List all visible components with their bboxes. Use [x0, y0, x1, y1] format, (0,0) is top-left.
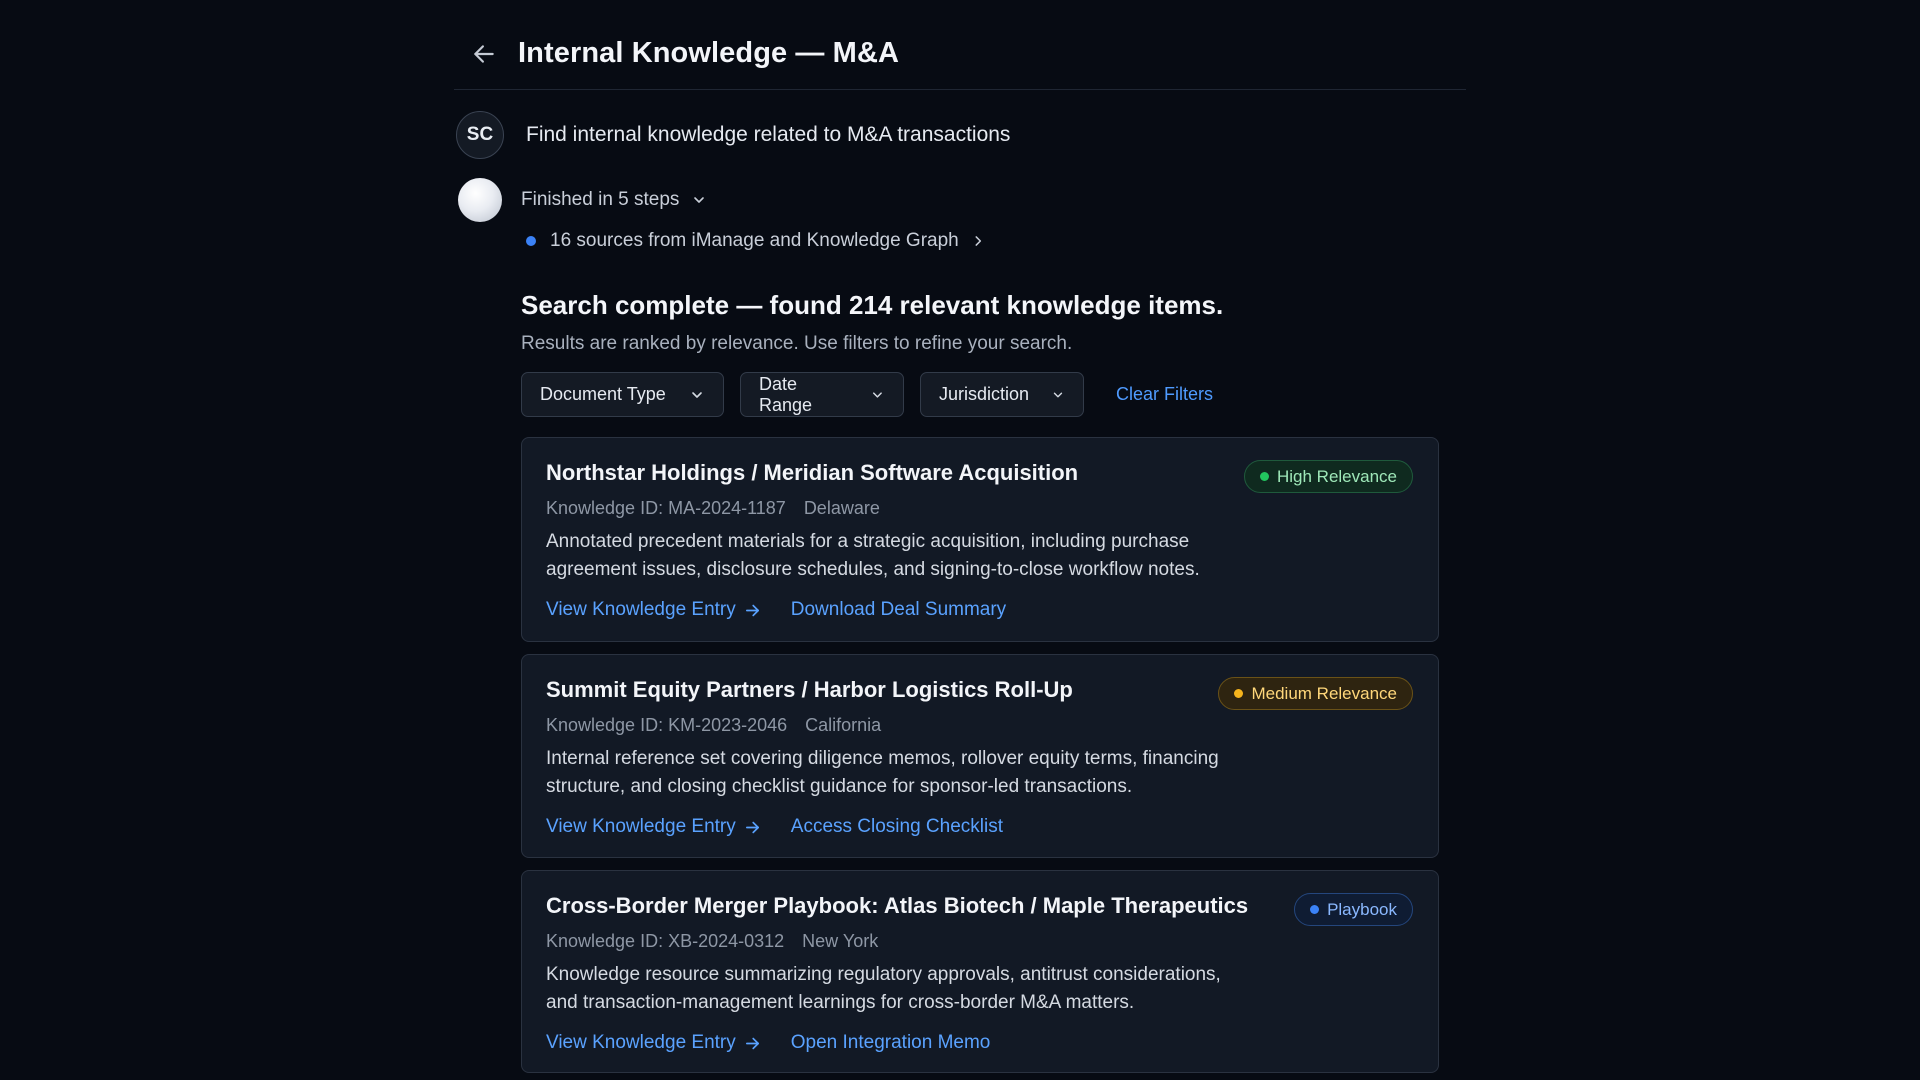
result-meta	[546, 931, 878, 952]
steps-toggle[interactable]	[521, 189, 707, 211]
page-header	[454, 18, 1466, 90]
access-closing-checklist-link[interactable]: Access Closing Checklist	[790, 816, 1004, 837]
chevron-right-icon	[971, 234, 985, 248]
result-actions	[546, 1032, 990, 1054]
chevron-down-icon	[691, 192, 707, 208]
chevron-down-icon	[1051, 387, 1065, 403]
filter-label: Date Range	[759, 373, 813, 415]
back-button[interactable]	[462, 32, 506, 76]
link-label: View Knowledge Entry	[546, 1032, 736, 1053]
result-description: Annotated precedent materials for a strategic acquisition, including purchase agreement issues, disclosure schedules, and signing-to-close workflow notes.	[546, 531, 1200, 580]
chevron-down-icon	[689, 387, 705, 403]
results-heading: Search complete — found 214 relevant knowledge items.	[521, 290, 1224, 320]
arrow-left-icon	[471, 41, 497, 67]
knowledge-id: Knowledge ID: MA-2024-1187	[546, 498, 786, 518]
result-title: Cross-Border Merger Playbook: Atlas Biotech / Maple Therapeutics	[546, 893, 1249, 918]
result-card	[521, 437, 1439, 642]
link-label: View Knowledge Entry	[546, 599, 736, 620]
document-type-filter[interactable]	[521, 372, 724, 417]
sources-label: 16 sources from iManage and Knowledge Graph	[550, 230, 959, 251]
filter-bar	[521, 372, 1213, 417]
assistant-avatar	[458, 178, 502, 222]
result-title: Northstar Holdings / Meridian Software Acquisition	[546, 460, 1079, 485]
badge-label: Medium Relevance	[1251, 683, 1397, 703]
playbook-badge	[1294, 893, 1413, 926]
relevance-badge	[1244, 460, 1413, 493]
jurisdiction: Delaware	[803, 498, 880, 518]
badge-dot	[1310, 905, 1319, 914]
result-meta	[546, 715, 881, 736]
filter-label: Document Type	[540, 384, 666, 404]
user-message-row	[456, 111, 1010, 159]
view-knowledge-entry-link[interactable]	[546, 599, 761, 621]
badge-label: High Relevance	[1276, 466, 1397, 486]
view-knowledge-entry-link[interactable]	[546, 1032, 761, 1054]
result-actions	[546, 599, 1006, 621]
page-title: Internal Knowledge — M&A	[518, 37, 900, 69]
badge-dot	[1260, 472, 1269, 481]
arrow-right-icon	[744, 602, 761, 619]
result-meta	[546, 498, 880, 519]
jurisdiction: New York	[802, 931, 879, 951]
user-avatar: SC	[456, 111, 504, 159]
knowledge-id: Knowledge ID: XB-2024-0312	[546, 931, 785, 951]
filter-label: Jurisdiction	[939, 384, 1030, 404]
date-range-filter[interactable]	[740, 372, 904, 417]
arrow-right-icon	[744, 819, 761, 836]
steps-label: Finished in 5 steps	[521, 189, 680, 210]
badge-label: Playbook	[1327, 899, 1397, 919]
download-deal-summary-link[interactable]: Download Deal Summary	[790, 599, 1007, 620]
result-description: Knowledge resource summarizing regulatory approvals, antitrust considerations, and transaction-management learnings for cross-border M&A matters.	[546, 964, 1221, 1013]
result-description: Internal reference set covering diligence memos, rollover equity terms, financing structure, and closing checklist guidance for sponsor-led transactions.	[546, 748, 1219, 797]
result-card	[521, 870, 1439, 1073]
open-integration-memo-link[interactable]: Open Integration Memo	[790, 1032, 991, 1053]
result-card	[521, 654, 1439, 858]
results-subtitle: Results are ranked by relevance. Use filters to refine your search.	[521, 333, 1073, 354]
clear-filters-button[interactable]: Clear Filters	[1116, 384, 1214, 404]
result-actions	[546, 816, 1003, 838]
jurisdiction: California	[805, 715, 882, 735]
link-label: View Knowledge Entry	[546, 816, 736, 837]
badge-dot	[1234, 689, 1243, 698]
relevance-badge	[1218, 677, 1413, 710]
view-knowledge-entry-link[interactable]	[546, 816, 761, 838]
result-title: Summit Equity Partners / Harbor Logistics Roll-Up	[546, 677, 1073, 702]
arrow-right-icon	[744, 1035, 761, 1052]
knowledge-id: Knowledge ID: KM-2023-2046	[546, 715, 788, 735]
jurisdiction-filter[interactable]	[920, 372, 1084, 417]
chevron-down-icon	[870, 387, 885, 403]
sources-link[interactable]	[526, 230, 985, 252]
user-message: Find internal knowledge related to M&A transactions	[526, 123, 1011, 146]
source-indicator-dot	[526, 236, 536, 246]
